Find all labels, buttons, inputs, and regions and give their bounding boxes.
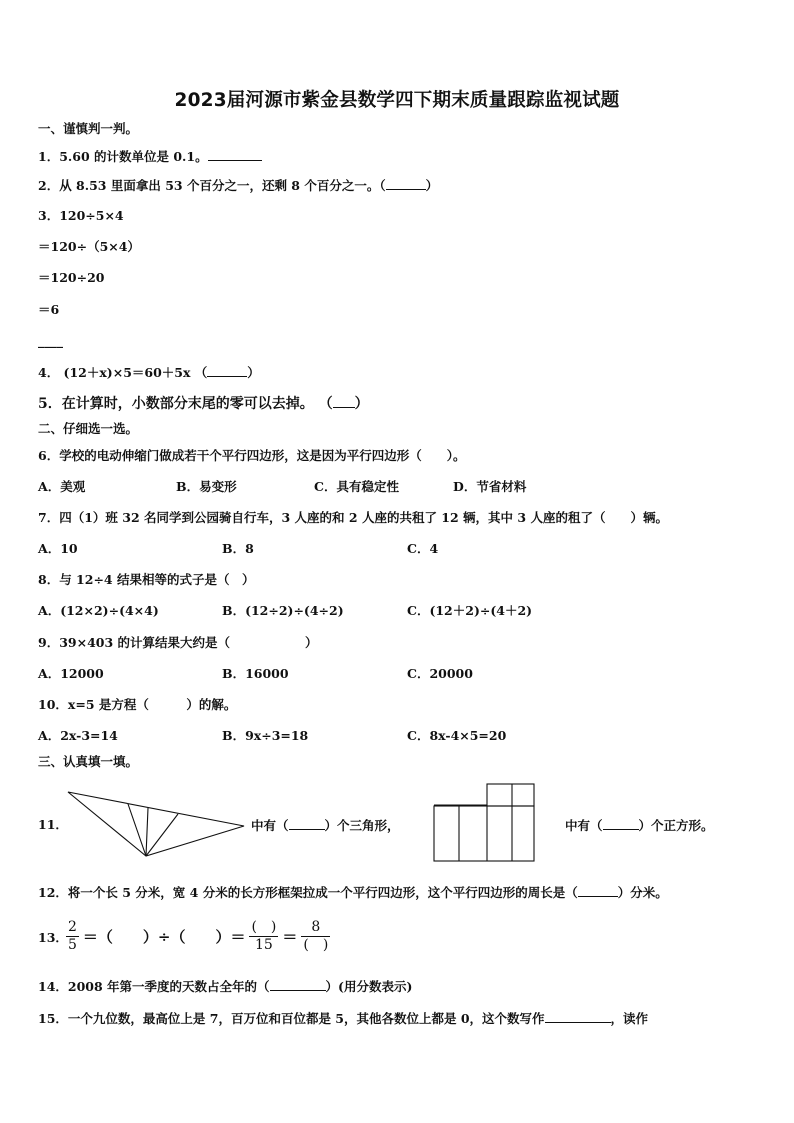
question-4-end: ） [247,365,260,380]
option-a[interactable]: A．12000 [38,666,104,681]
question-2 [38,177,438,194]
section-heading-judge: 一、谨慎判一判。 [38,121,139,136]
answer-blank[interactable] [333,395,355,408]
question-6: 6．学校的电动伸缩门做成若干个平行四边形，这是因为平行四边形（ ）。 [38,448,466,463]
question-7: 7．四（1）班 32 名同学到公园骑自行车，3 人座的和 2 人座的共租了 12 辆，其中 3 人座的租了（ ）辆。 [38,510,668,525]
question-2-text: 2．从 8.53 里面拿出 53 个百分之一，还剩 8 个百分之一。（ [38,178,386,193]
answer-blank[interactable] [603,817,639,830]
question-12-end: ）分米。 [617,885,668,900]
question-5-text: 5．在计算时，小数部分末尾的零可以去掉。 （ [38,396,333,412]
option-a[interactable]: A．2x-3=14 [38,728,118,743]
fraction-2-5: $\frac{2}{5}$ [68,919,77,953]
question-1 [38,148,262,165]
question-1-text: 1．5.60 的计数单位是 0.1。 [38,149,208,164]
question-3-line-2: ＝120÷（5×4） [38,239,140,254]
equals-sign: ＝ [282,928,298,946]
option-b[interactable]: B．9x÷3=18 [222,728,309,743]
answer-blank[interactable] [208,148,262,161]
question-11-number: 11． [38,817,68,832]
question-13-equation [66,919,330,954]
question-14-end: ）(用分数表示) [325,979,413,994]
squares-figure [433,783,537,863]
question-3-line-1: 3．120÷5×4 [38,208,124,223]
triangle-figure [66,790,246,860]
option-a[interactable]: A．10 [38,541,78,556]
option-b[interactable]: B．16000 [222,666,289,681]
option-b[interactable]: B．(12÷2)÷(4÷2) [222,603,344,618]
question-13-number: 13． [38,930,68,945]
question-15 [38,1010,648,1027]
option-c[interactable]: C．具有稳定性 [314,479,399,494]
question-3-line-4: ＝6 [38,302,60,317]
question-15-text: 15．一个九位数，最高位上是 7，百万位和百位都是 5，其他各数位上都是 0，这个数写作 [38,1011,545,1026]
fraction-8-blank[interactable]: $\frac{8}{( )}$ [303,919,329,953]
question-11-text-d: ）个正方形。 [638,818,714,833]
question-8: 8．与 12÷4 结果相等的式子是（ ） [38,572,255,587]
option-a[interactable]: A．美观 [38,479,86,494]
fraction-blank-15[interactable]: $\frac{( )}{15}$ [251,919,277,953]
answer-blank[interactable] [207,364,247,377]
question-11-text-a: 中有（ [251,818,289,833]
option-d[interactable]: D．节省材料 [453,479,527,494]
question-11-triangle-prompt [251,817,400,834]
question-15-end: ，读作 [610,1011,649,1026]
section-heading-fill: 三、认真填一填。 [38,754,139,769]
answer-blank[interactable] [386,177,426,190]
question-5-end: ） [354,396,369,412]
answer-blank[interactable] [545,1010,611,1023]
question-11-text-b: ）个三角形， [324,818,400,833]
question-11-text-c: 中有（ [565,818,603,833]
option-c[interactable]: C．8x-4×5=20 [407,728,507,743]
question-12-text: 12．将一个长 5 分米，宽 4 分米的长方形框架拉成一个平行四边形，这个平行四边形的周长是（ [38,885,578,900]
question-12 [38,884,668,901]
option-b[interactable]: B．易变形 [176,479,237,494]
question-14 [38,978,412,995]
question-4-text: 4． (12＋x)×5＝60＋5x （ [38,365,208,380]
question-4 [38,364,260,381]
question-5 [38,395,369,412]
option-a[interactable]: A．(12×2)÷(4×4) [38,603,159,618]
question-2-end: ） [425,178,439,193]
section-heading-choose: 二、仔细选一选。 [38,421,139,436]
question-14-text: 14．2008 年第一季度的天数占全年的（ [38,979,270,994]
option-c[interactable]: C．4 [407,541,439,556]
question-3-answer-blank[interactable]: ____ [38,333,63,348]
option-c[interactable]: C．(12＋2)÷(4＋2) [407,603,533,618]
answer-blank[interactable] [270,978,326,991]
option-c[interactable]: C．20000 [407,666,473,681]
page-title: 2023届河源市紫金县数学四下期末质量跟踪监视试题 [174,90,620,111]
option-b[interactable]: B．8 [222,541,254,556]
answer-blank[interactable] [578,884,618,897]
question-3-line-3: ＝120÷20 [38,270,105,285]
question-10: 10．x=5 是方程（ ）的解。 [38,697,237,712]
question-13-division-blanks[interactable]: ＝（ ）÷（ ）＝ [82,928,246,946]
question-11-square-prompt [565,817,714,834]
question-9: 9．39×403 的计算结果大约是（ ） [38,635,318,650]
answer-blank[interactable] [289,817,325,830]
